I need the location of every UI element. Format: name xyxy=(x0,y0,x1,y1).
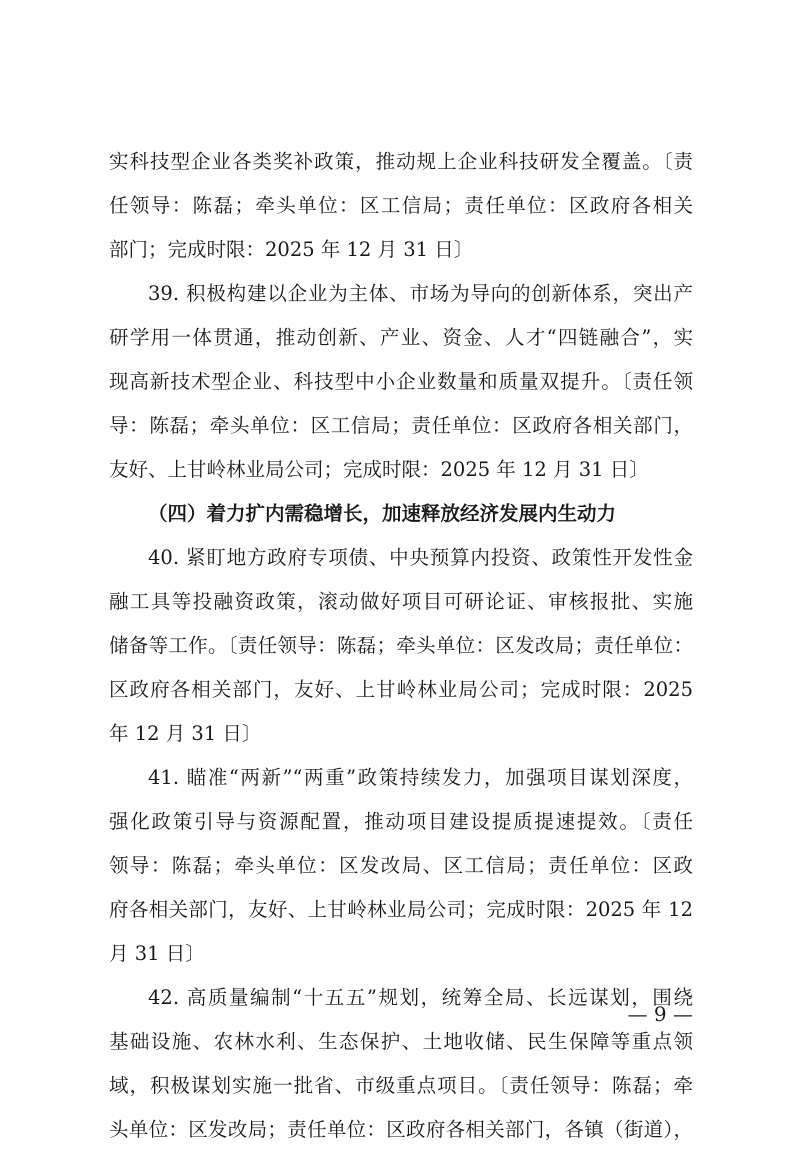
text-line: 部门；完成时限：2025 年 12 月 31 日〕 xyxy=(109,238,474,261)
text-line: 强化政策引导与资源配置，推动项目建设提质提速提效。〔责任 xyxy=(109,810,693,833)
text-line: 40. 紧盯地方政府专项债、中央预算内投资、政策性开发性金 xyxy=(148,546,693,569)
document-body xyxy=(109,140,693,1152)
text-line: 年 12 月 31 日〕 xyxy=(109,722,262,745)
paragraph-41 xyxy=(109,756,693,976)
section-heading: （四）着力扩内需稳增长，加速释放经济发展内生动力 xyxy=(148,502,617,525)
paragraph-42 xyxy=(109,976,693,1152)
paragraph-38-tail xyxy=(109,140,693,272)
text-line: 41. 瞄准“两新”“两重”政策持续发力，加强项目谋划深度， xyxy=(148,766,693,789)
text-line: 39. 积极构建以企业为主体、市场为导向的创新体系，突出产 xyxy=(148,282,693,305)
text-line: 导：陈磊；牵头单位：区工信局；责任单位：区政府各相关部门， xyxy=(109,414,693,437)
text-line: 实科技型企业各类奖补政策，推动规上企业科技研发全覆盖。〔责 xyxy=(109,150,693,173)
paragraph-39 xyxy=(109,272,693,492)
paragraph-40 xyxy=(109,536,693,756)
text-line: 友好、上甘岭林业局公司；完成时限：2025 年 12 月 31 日〕 xyxy=(109,458,649,481)
text-line: 42. 高质量编制“十五五”规划，统筹全局、长远谋划，围绕 xyxy=(148,986,693,1009)
text-line: 基础设施、农林水利、生态保护、土地收储、民生保障等重点领 xyxy=(109,1030,693,1053)
text-line: 府各相关部门，友好、上甘岭林业局公司；完成时限：2025 年 12 xyxy=(109,898,693,921)
text-line: 月 31 日〕 xyxy=(109,942,205,965)
text-line: 研学用一体贯通，推动创新、产业、资金、人才“四链融合”，实 xyxy=(109,326,693,349)
text-line: 融工具等投融资政策，滚动做好项目可研论证、审核报批、实施 xyxy=(109,590,693,613)
text-line: 头单位：区发改局；责任单位：区政府各相关部门，各镇（街道）， xyxy=(109,1118,693,1141)
text-line: 区政府各相关部门，友好、上甘岭林业局公司；完成时限：2025 xyxy=(109,678,693,701)
page-number: — 9 — xyxy=(627,1002,693,1026)
text-line: 现高新技术型企业、科技型中小企业数量和质量双提升。〔责任领 xyxy=(109,370,693,393)
text-line: 储备等工作。〔责任领导：陈磊；牵头单位：区发改局；责任单位： xyxy=(109,634,693,657)
text-line: 域，积极谋划实施一批省、市级重点项目。〔责任领导：陈磊；牵 xyxy=(109,1074,693,1097)
text-line: 领导：陈磊；牵头单位：区发改局、区工信局；责任单位：区政 xyxy=(109,854,693,877)
text-line: 任领导：陈磊；牵头单位：区工信局；责任单位：区政府各相关 xyxy=(109,194,693,217)
